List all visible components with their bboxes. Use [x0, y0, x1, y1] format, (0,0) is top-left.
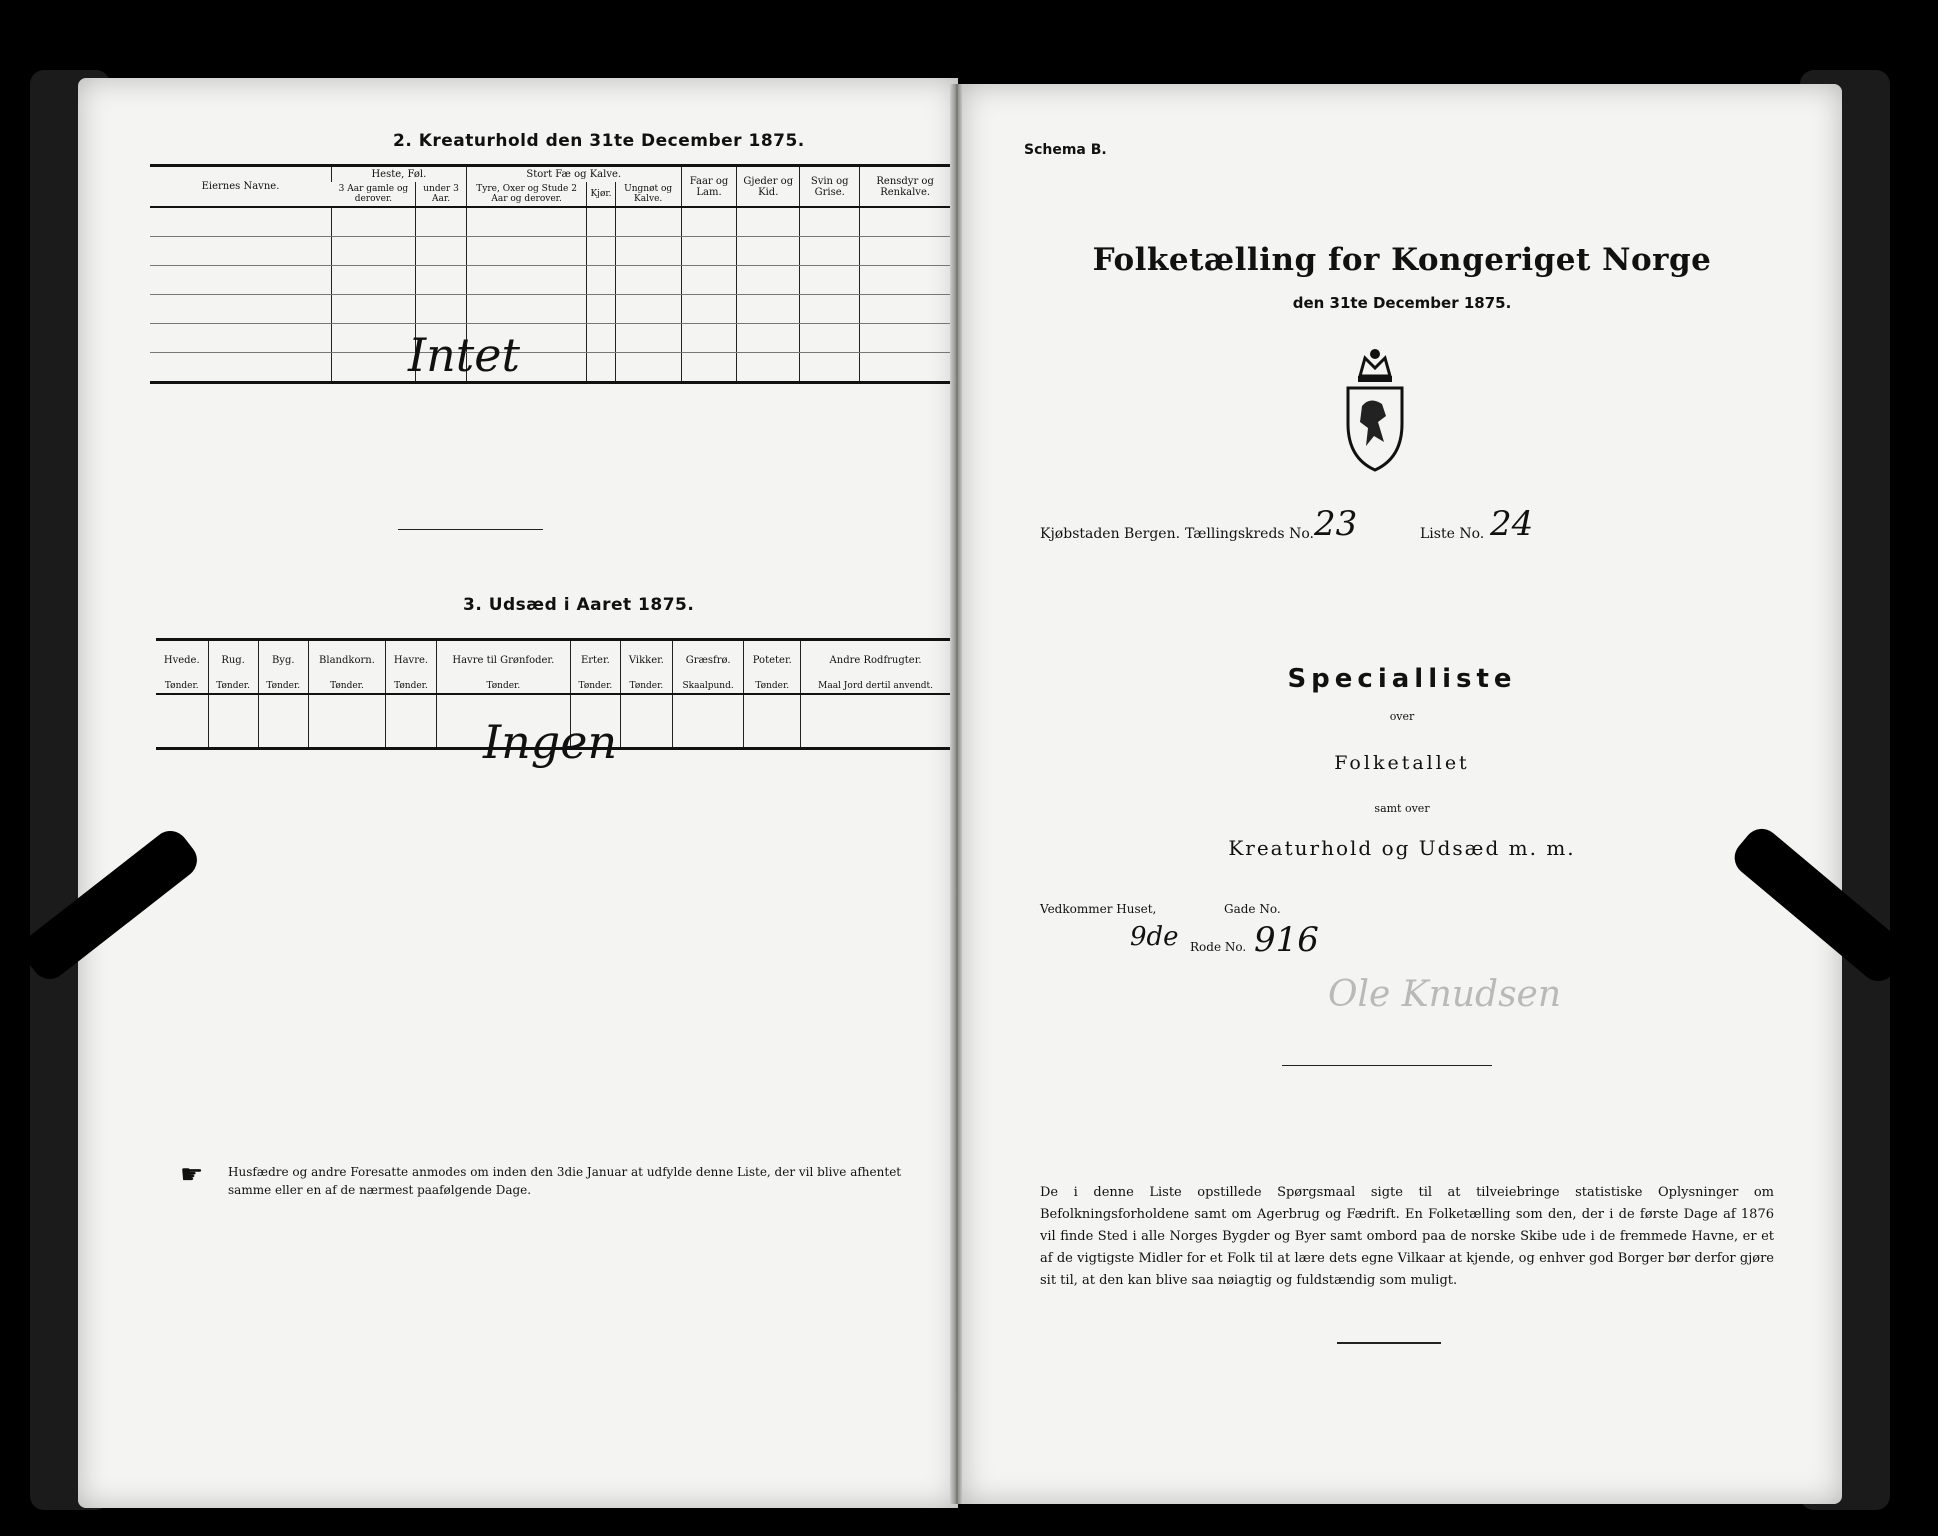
- kreaturhold-label: Kreaturhold og Udsæd m. m.: [1228, 836, 1576, 860]
- sowing-cell: [208, 694, 258, 749]
- folketallet-label: Folketallet: [1334, 752, 1470, 774]
- sowing-cell: [308, 694, 385, 749]
- list-number: 24: [1490, 504, 1534, 544]
- cattle-header: Stort Fæ og Kalve.: [466, 166, 681, 183]
- specialliste-title: Specialliste: [1287, 664, 1517, 694]
- livestock-handwritten: Intet: [408, 328, 520, 382]
- sowing-col-unit: Skaalpund.: [672, 679, 744, 694]
- schema-label: Schema B.: [1024, 142, 1107, 158]
- sowing-col-header: Andre Rodfrugter.: [801, 640, 950, 680]
- vedkommer-label: Vedkommer Huset,: [1040, 902, 1157, 916]
- section2-title: 2. Kreaturhold den 31te December 1875.: [393, 131, 805, 151]
- sowing-col-header: Erter.: [570, 640, 620, 680]
- sowing-cell: [620, 694, 672, 749]
- table-row: [150, 207, 950, 237]
- sowing-handwritten: Ingen: [483, 715, 618, 769]
- sowing-col-header: Havre.: [386, 640, 437, 680]
- rode-label: Rode No.: [1190, 940, 1247, 954]
- sowing-col-unit: Tønder.: [620, 679, 672, 694]
- rode-prefix-handwritten: 9de: [1130, 922, 1179, 952]
- sowing-cell: [801, 694, 950, 749]
- sowing-cell: [156, 694, 208, 749]
- table-row: [150, 324, 950, 353]
- sowing-col-header: Rug.: [208, 640, 258, 680]
- table-row: [150, 353, 950, 383]
- list-label: Liste No.: [1420, 526, 1485, 542]
- horses-old-header: 3 Aar gamle og derover.: [338, 184, 409, 204]
- livestock-table: [150, 164, 950, 384]
- pigs-header: Svin og Grise.: [800, 166, 860, 208]
- over-label: over: [1389, 710, 1415, 723]
- reindeer-header: Rensdyr og Renkalve.: [860, 166, 950, 208]
- sowing-cell: [672, 694, 744, 749]
- sowing-col-unit: Tønder.: [570, 679, 620, 694]
- sheep-header: Faar og Lam.: [681, 166, 737, 208]
- samt-over-label: samt over: [1374, 802, 1430, 815]
- sowing-col-unit: Maal Jord dertil anvendt.: [801, 679, 950, 694]
- sowing-col-unit: Tønder.: [386, 679, 437, 694]
- sowing-cell: [258, 694, 308, 749]
- sowing-col-header: Havre til Grønfoder.: [436, 640, 570, 680]
- page-title: Folketælling for Kongeriget Norge: [1092, 242, 1712, 278]
- sowing-col-unit: Tønder.: [744, 679, 801, 694]
- divider: [1282, 1065, 1492, 1066]
- city-label: Kjøbstaden Bergen.: [1040, 526, 1181, 542]
- goats-header: Gjeder og Kid.: [737, 166, 800, 208]
- section3-title: 3. Udsæd i Aaret 1875.: [463, 595, 695, 615]
- district-label: Tællingskreds No.: [1185, 526, 1314, 542]
- sowing-col-header: Hvede.: [156, 640, 208, 680]
- owner-name-faint: Ole Knudsen: [1328, 974, 1562, 1015]
- census-date: den 31te December 1875.: [1292, 294, 1512, 312]
- sowing-cell: [386, 694, 437, 749]
- explanation-paragraph: De i denne Liste opstillede Spørgsmaal sigte til at tilveiebringe statistiske Oplysninger om Befolkningsforholdene samt om Agerbrug og Fædrift. En Folketælling som den, der i de første Dage af 1876 vil finde Sted i alle Norges Bygder og Byer samt ombord paa de norske Skibe ude i de fremmede Havne, er et af de vigtigste Midler for et Folk til at lære dets egne Vilkaar at kjende, og enhver god Borger bør derfor gjøre sit til, at den kan blive saa nøiagtig og fuldstændig som muligt.: [1040, 1185, 1774, 1288]
- cattle-oxen-header: Tyre, Oxer og Stude 2 Aar og derover.: [466, 182, 587, 207]
- pointing-hand-icon: ☛: [180, 1160, 204, 1190]
- table-row: [150, 295, 950, 324]
- sowing-col-header: Poteter.: [744, 640, 801, 680]
- sowing-col-header: Græsfrø.: [672, 640, 744, 680]
- left-page: [78, 78, 958, 1508]
- sowing-col-unit: Tønder.: [258, 679, 308, 694]
- sowing-cell: [744, 694, 801, 749]
- sowing-col-unit: Tønder.: [308, 679, 385, 694]
- divider: [398, 529, 543, 530]
- sowing-col-unit: Tønder.: [436, 679, 570, 694]
- sowing-col-header: Vikker.: [620, 640, 672, 680]
- norwegian-coat-of-arms-icon: [1340, 346, 1410, 474]
- notice-text: Husfædre og andre Foresatte anmodes om inden den 3die Januar at udfylde denne Liste, der vil blive afhentet samme eller en af de nærmest paafølgende Dage.: [228, 1165, 902, 1197]
- right-page: [962, 84, 1842, 1504]
- sowing-col-unit: Tønder.: [164, 681, 199, 691]
- gade-label: Gade No.: [1224, 902, 1281, 916]
- table-row: [150, 266, 950, 295]
- sowing-col-unit: Tønder.: [208, 679, 258, 694]
- cattle-cows-header: Kjør.: [587, 182, 615, 207]
- cattle-young-header: Ungnøt og Kalve.: [615, 182, 681, 207]
- table-row: [150, 237, 950, 266]
- district-number: 23: [1314, 504, 1358, 544]
- owner-header: Eiernes Navne.: [150, 166, 332, 208]
- rode-number-handwritten: 916: [1254, 920, 1319, 960]
- sowing-col-header: Blandkorn.: [308, 640, 385, 680]
- horses-young-header: under 3 Aar.: [416, 182, 466, 207]
- sowing-col-header: Byg.: [258, 640, 308, 680]
- horses-header: Heste, Føl.: [332, 166, 467, 183]
- divider: [1337, 1342, 1441, 1344]
